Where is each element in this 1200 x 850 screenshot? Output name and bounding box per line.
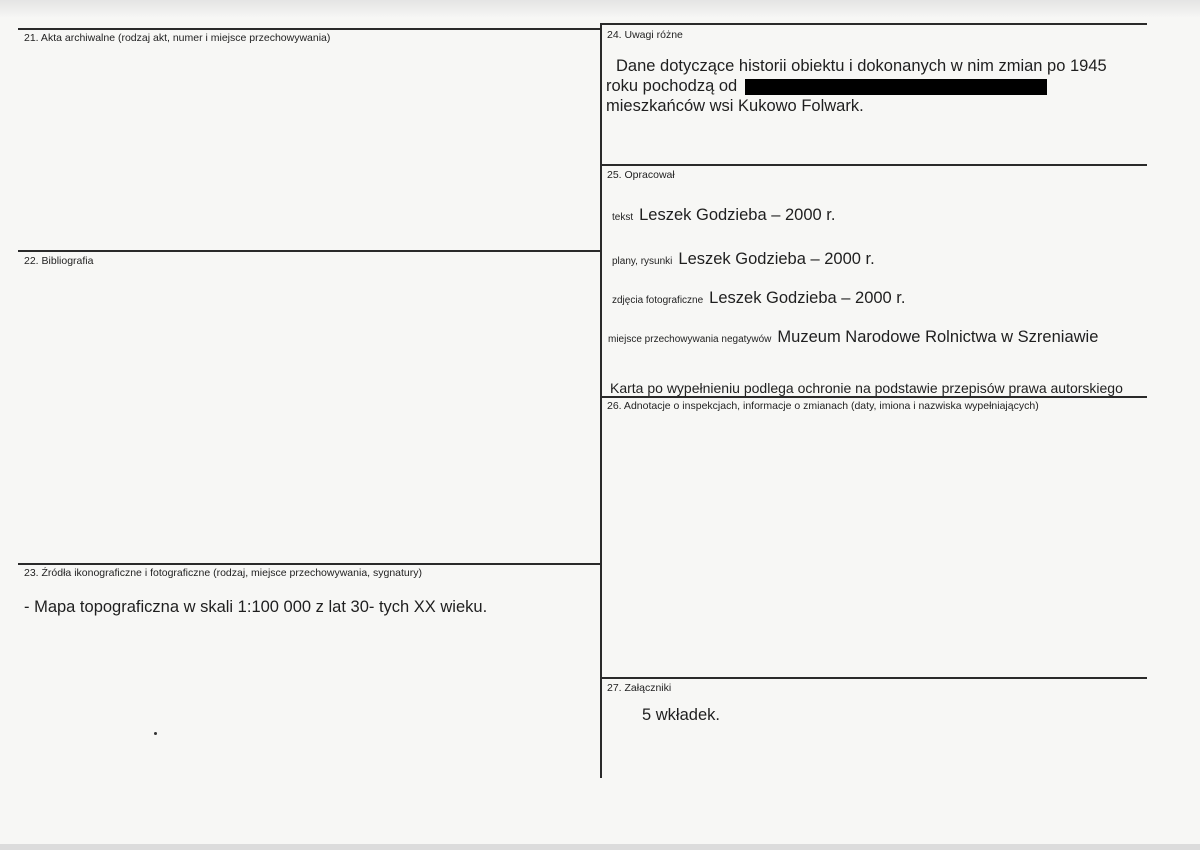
- author-photos-label: zdjęcia fotograficzne: [612, 295, 704, 306]
- negatives-location-value: Muzeum Narodowe Rolnictwa w Szreniawie: [777, 328, 1099, 346]
- divider-25-26: [601, 396, 1147, 398]
- author-text-row: [612, 206, 835, 225]
- top-border-left: [18, 28, 601, 30]
- author-text-label: tekst: [612, 212, 634, 223]
- divider-26-27: [601, 677, 1147, 679]
- section-23-content: - Mapa topograficzna w skali 1:100 000 z lat 30- tych XX wieku.: [24, 598, 488, 616]
- divider-24-25: [601, 164, 1147, 166]
- author-plans-row: [612, 250, 875, 269]
- column-divider: [600, 23, 602, 778]
- section-24-line-1: Dane dotyczące historii obiektu i dokonanych w nim zmian po 1945: [616, 57, 1107, 75]
- scan-edge-bottom: [0, 844, 1200, 850]
- author-text-value: Leszek Godzieba – 2000 r.: [639, 206, 836, 224]
- top-border-right: [601, 23, 1147, 25]
- copyright-note: Karta po wypełnieniu podlega ochronie na podstawie przepisów prawa autorskiego: [610, 380, 1123, 396]
- section-26-label: 26. Adnotacje o inspekcjach, informacje o zmianach (daty, imiona i nazwiska wypełniających): [607, 400, 1039, 412]
- section-25-label: 25. Opracował: [607, 169, 675, 181]
- section-27-label: 27. Załączniki: [607, 682, 672, 694]
- negatives-location-label: miejsce przechowywania negatywów: [608, 334, 772, 345]
- author-plans-value: Leszek Godzieba – 2000 r.: [678, 250, 875, 268]
- section-23-label: 23. Źródła ikonograficzne i fotograficzne (rodzaj, miejsce przechowywania, sygnatury): [24, 567, 423, 579]
- author-photos-value: Leszek Godzieba – 2000 r.: [709, 289, 906, 307]
- section-24-label: 24. Uwagi różne: [607, 29, 683, 41]
- redaction-bar: [745, 79, 1047, 95]
- section-24-line-2: roku pochodzą od: [606, 77, 738, 95]
- author-photos-row: [612, 289, 905, 308]
- section-27-content: 5 wkładek.: [642, 706, 720, 724]
- section-22-label: 22. Bibliografia: [24, 255, 94, 267]
- section-24-line-3: mieszkańców wsi Kukowo Folwark.: [606, 97, 864, 115]
- scan-speck: [154, 732, 157, 735]
- negatives-location-row: [608, 328, 1098, 347]
- author-plans-label: plany, rysunki: [612, 256, 673, 267]
- scan-edge-top: [0, 0, 1200, 18]
- divider-21-22: [18, 250, 601, 252]
- section-21-label: 21. Akta archiwalne (rodzaj akt, numer i miejsce przechowywania): [24, 32, 331, 44]
- divider-22-23: [18, 563, 601, 565]
